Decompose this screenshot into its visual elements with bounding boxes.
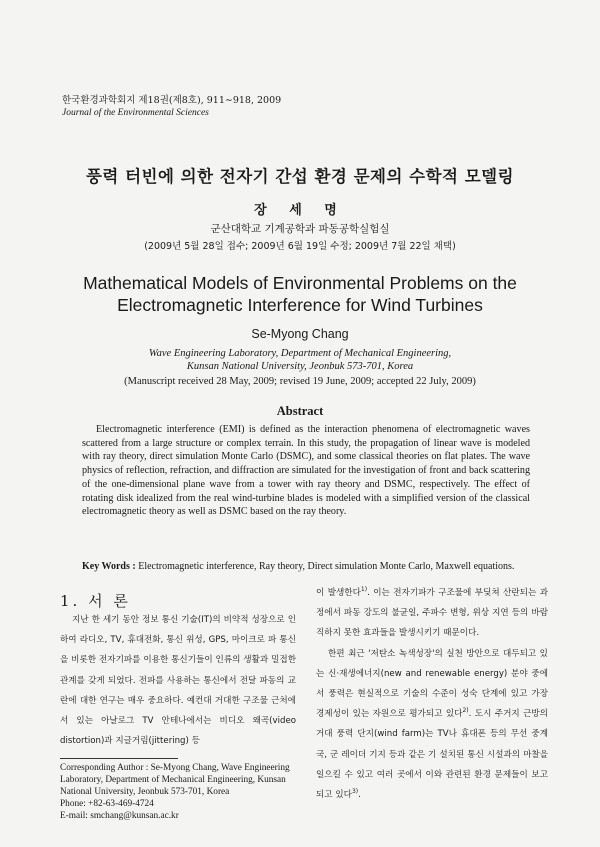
english-title-line1: Mathematical Models of Environmental Problems on the <box>83 273 517 293</box>
intro-right-p2-end: . <box>358 790 361 801</box>
english-title-line2: Electromagnetic Interference for Wind Turbines <box>117 295 483 315</box>
abstract-heading: Abstract <box>276 404 324 418</box>
english-title <box>0 272 600 316</box>
footnote-line-3: National University, Jeonbuk 573-701, Korea <box>60 787 230 797</box>
footnote-email: E-mail: smchang@kunsan.ac.kr <box>60 811 179 821</box>
corresponding-author-footnote <box>60 762 300 822</box>
section-heading-introduction: 1. 서 론 <box>60 592 131 610</box>
english-dates: (Manuscript received 28 May, 2009; revised 19 June, 2009; accepted 22 July, 2009) <box>124 376 476 387</box>
english-author: Se-Myong Chang <box>251 327 349 341</box>
journal-header <box>62 95 281 119</box>
intro-right-column <box>316 583 548 805</box>
citation-ref-2: 2) <box>462 707 469 715</box>
keywords-list: Electromagnetic interference, Ray theory, Direct simulation Monte Carlo, Maxwell equations. <box>135 561 515 572</box>
english-affiliation-line1: Wave Engineering Laboratory, Department of Mechanical Engineering, <box>148 348 452 359</box>
journal-name: Journal of the Environmental Sciences <box>62 108 209 118</box>
korean-title: 풍력 터빈에 의한 전자기 간섭 환경 문제의 수학적 모델링 <box>85 167 515 186</box>
footnote-line-1: Corresponding Author : Se-Myong Chang, Wave Engineering <box>60 763 290 773</box>
keywords <box>82 561 562 572</box>
korean-affiliation: 군산대학교 기계공학과 파동공학실험실 <box>210 223 390 235</box>
intro-left-paragraph: 지난 한 세기 동안 정보 통신 기술(IT)의 비약적 성장으로 인하여 라디오, TV, 휴대전화, 통신 위성, GPS, 마이크로 파 통신을 비롯한 전자기파를 이용한 통신기들이 인류의 생활과 밀접한 관계를 갖게 되었다. 전파를 사용하는 통신에서 전달 파동의 교란에 대한 연구는 매우 중요하다. 예컨대 거대한 구조물 근처에 서 있는 아날로그 TV 안테나에서는 비디오 왜곡(video distortion)과 지글거림(jittering) 등 <box>60 615 296 747</box>
intro-right-p2-mid: . 도시 주거지 근방의 거대 풍력 단지(wind farm)는 TV나 휴대폰 등의 무선 중계국, 군 레이더 기지 등과 같은 기 설치된 통신 시설과의 마찰을 일으킬 수 있고 여러 곳에서 이와 관련된 환경 문제들이 보고되고 있다 <box>316 709 548 801</box>
korean-dates: (2009년 5월 28일 접수; 2009년 6월 19일 수정; 2009년 7월 22일 채택) <box>144 241 456 252</box>
intro-right-p1-text: 이 발생한다 <box>316 588 361 598</box>
abstract-body: Electromagnetic interference (EMI) is defined as the interaction phenomena of electromagnetic waves scattered from a large structure or complex terrain. In this study, the propagation of linear wave is modeled with ray theory, direct simulation Monte Carlo (DSMC), and some classical theories on flat plates. The wave physics of reflection, refraction, and diffraction are simulated for the investigation of front and back scattering of the one-dimensional plane wave from a tower with ray theory and DSMC, respectively. The effect of rotating disk idealized from the real wind-turbine blades is modeled with a simplified version of the classical electromagnetic theory as well as DSMC based on the ray theory. <box>82 424 530 518</box>
intro-right-p1-rest: . 이는 전자기파가 구조물에 부딪쳐 산란되는 과정에서 파동 강도의 불균일, 주파수 변형, 위상 지연 등의 바람직하지 못한 효과들을 발생시키기 때문이다. <box>316 588 548 639</box>
intro-right-paragraph-1 <box>316 583 548 644</box>
english-affiliation <box>0 347 600 373</box>
journal-citation: 한국환경과학회지 제18권(제8호), 911∼918, 2009 <box>62 95 282 106</box>
citation-ref-3: 3) <box>351 788 359 796</box>
english-affiliation-line2: Kunsan National University, Jeonbuk 573-701, Korea <box>186 361 414 372</box>
keywords-label: Key Words : <box>82 561 136 572</box>
footnote-line-2: Laboratory, Department of Mechanical Engineering, Kunsan <box>60 775 286 785</box>
korean-author: 장 세 명 <box>254 203 346 218</box>
footnote-divider <box>60 758 178 759</box>
citation-ref-1: 1) <box>360 586 368 594</box>
intro-right-paragraph-2 <box>316 644 548 806</box>
footnote-phone: Phone: +82-63-469-4724 <box>60 799 154 809</box>
intro-right-p2-text: 한편 최근 '저탄소 녹색성장'의 실천 방안으로 대두되고 있는 신·재생에너지(new and renewable energy) 분야 중에서 풍력은 현실적으로 기술의 수준이 성숙 단계에 있고 가장 경제성이 있는 자원으로 평가되고 있다 <box>316 648 548 720</box>
